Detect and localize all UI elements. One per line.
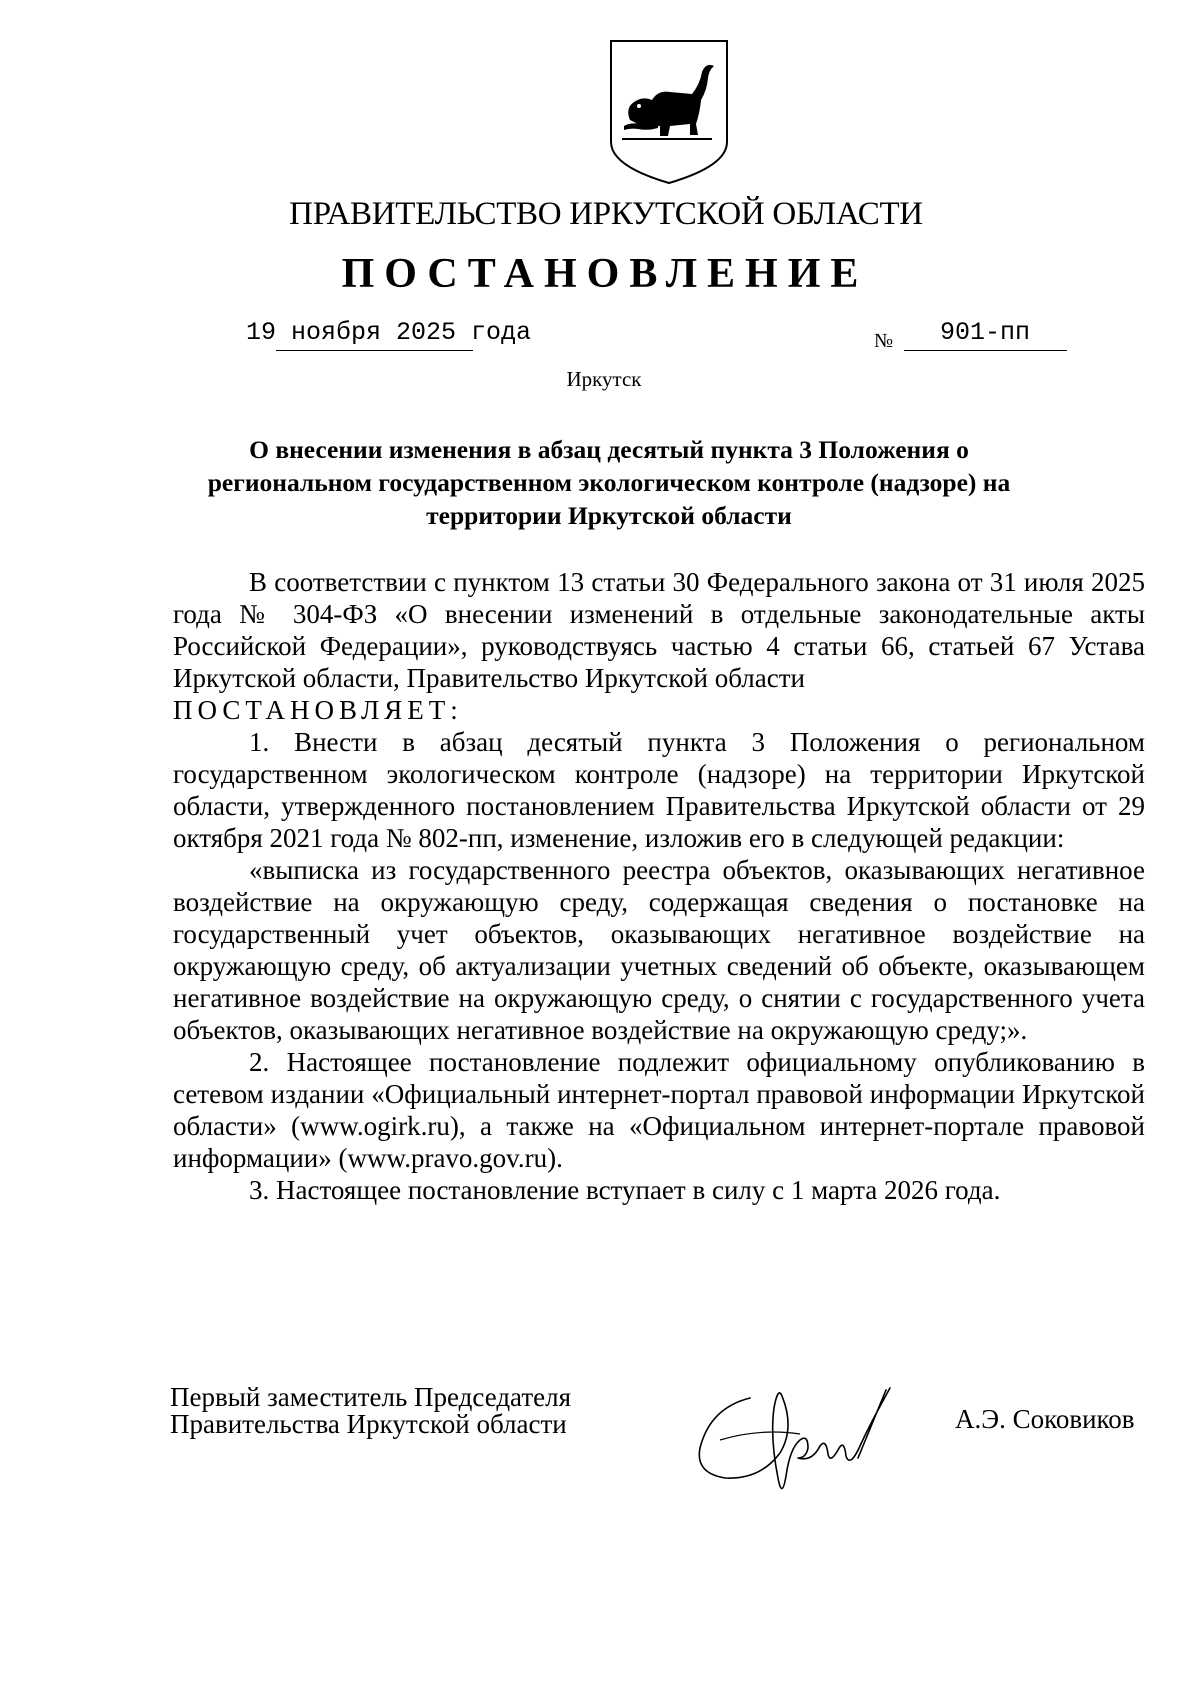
city: Иркутск xyxy=(566,367,642,391)
signatory-position xyxy=(170,1384,571,1438)
resolves-heading: ПОСТАНОВЛЯЕТ: xyxy=(173,695,463,725)
document-number: 901-пп xyxy=(940,318,1031,347)
date-underline xyxy=(276,350,473,351)
number-underline xyxy=(904,350,1067,351)
government-name: ПРАВИТЕЛЬСТВО ИРКУТСКОЙ ОБЛАСТИ xyxy=(289,196,923,232)
item-1-paragraph: 1. Внести в абзац десятый пункта 3 Положения о региональном государственном экологическом контроле (надзоре) на территории Иркутской области, утвержденного постановлением Правительства Иркутской области от 29 октября 2021 года № 802-пп, изменение, изложив его в следующей редакции: xyxy=(173,727,1145,853)
document-body xyxy=(173,566,1145,1206)
signatory-position-line-2: Правительства Иркутской области xyxy=(170,1409,567,1439)
document-title: О внесении изменения в абзац десятый пункта 3 Положения о региональном государственном экологическом контроле (надзоре) на территории Иркутской области xyxy=(207,435,1011,530)
item-2-paragraph: 2. Настоящее постановление подлежит официальному опубликованию в сетевом издании «Официальный интернет-портал правовой информации Иркутской области» (www.ogirk.ru), а также на «Официальном интернет-портале правовой информации» (www.pravo.gov.ru). xyxy=(173,1047,1145,1173)
item-3-paragraph: 3. Настоящее постановление вступает в силу с 1 марта 2026 года. xyxy=(249,1175,1001,1205)
signatory-name: А.Э. Соковиков xyxy=(955,1404,1135,1434)
signatory-position-line-1: Первый заместитель Председателя xyxy=(170,1382,572,1412)
preamble-paragraph: В соответствии с пунктом 13 статьи 30 Федерального закона от 31 июля 2025 года № 304-ФЗ «О внесении изменений в отдельные законодательные акты Российской Федерации», руководствуясь частью 4 статьи 66, статьей 67 Устава Иркутской области, Правительство Иркутской области xyxy=(173,567,1145,693)
irkutsk-coat-of-arms-icon xyxy=(608,38,730,186)
number-sign: № xyxy=(874,330,894,352)
document-date: 19 ноября 2025 года xyxy=(246,318,532,347)
quote-paragraph: «выписка из государственного реестра объектов, оказывающих негативное воздействие на окружающую среду, содержащая сведения о постановке на государственный учет объектов, оказывающих негативное воздействие на окружающую среду, об актуализации учетных сведений об объекте, оказывающем негативное воздействие на окружающую среду, о снятии с государственного учета объектов, оказывающих негативное воздействие на окружающую среду;». xyxy=(173,855,1145,1045)
document-type: ПОСТАНОВЛЕНИЕ xyxy=(341,251,869,297)
handwritten-signature xyxy=(690,1368,915,1508)
